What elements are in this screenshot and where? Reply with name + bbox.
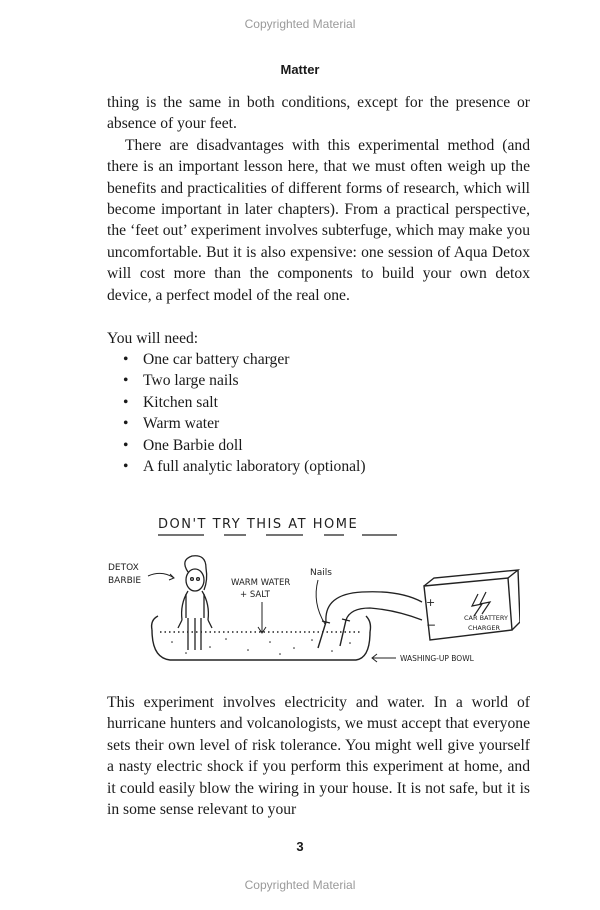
salt-dots xyxy=(171,638,351,655)
bullet-icon: • xyxy=(123,372,129,390)
copyright-watermark-top: Copyrighted Material xyxy=(244,17,356,31)
label-car-battery: CAR BATTERY xyxy=(464,614,508,622)
barbie-doll xyxy=(178,556,212,650)
bullet-icon: • xyxy=(123,351,129,368)
need-intro: You will need: xyxy=(107,330,199,347)
label-salt: + SALT xyxy=(240,590,270,600)
label-warm-water: WARM WATER xyxy=(231,578,291,588)
list-item xyxy=(123,413,366,434)
paragraph-disadvantages: There are disadvantages with this experimental method (and there is an important lesson here, that we must often weigh up the benefits and practicalities of different forms of research, which will become important in later chapters). From a practical perspective, the ‘feet out’ experiment involves subterfuge, which may make you uncomfortable. But it is also expensive: one session of Aqua Detox will cost more than the components to build your own detox device, a perfect model of the real one. xyxy=(107,136,530,304)
list-item xyxy=(123,435,366,456)
list-item-text: Kitchen salt xyxy=(143,393,218,411)
label-barbie: BARBIE xyxy=(108,576,142,586)
figure-title: DON'T TRY THIS AT HOME xyxy=(158,517,359,532)
wires xyxy=(326,592,422,622)
label-detox: DETOX xyxy=(108,563,139,573)
label-charger: CHARGER xyxy=(468,624,501,632)
list-item-text: Warm water xyxy=(143,415,220,433)
body-text-bottom xyxy=(107,692,530,820)
arrow-nails xyxy=(316,580,325,624)
washing-up-bowl xyxy=(152,616,371,660)
bullet-icon: • xyxy=(123,393,129,411)
body-text-top xyxy=(107,92,530,306)
terminal-minus: − xyxy=(426,618,437,632)
list-item-text: A full analytic laboratory (optional) xyxy=(143,458,366,476)
nails xyxy=(318,619,350,648)
list-item xyxy=(123,349,366,370)
list-item-text: One Barbie doll xyxy=(143,436,243,454)
list-item xyxy=(123,370,366,391)
bullet-icon: • xyxy=(123,458,129,476)
list-item xyxy=(123,392,366,413)
list-item xyxy=(123,456,366,477)
detox-barbie-sketch xyxy=(100,508,520,668)
paragraph-continued: thing is the same in both conditions, except for the presence or absence of your feet. xyxy=(107,94,530,133)
page-number: 3 xyxy=(296,839,304,854)
bullet-icon: • xyxy=(123,436,129,454)
copyright-watermark-bottom: Copyrighted Material xyxy=(244,878,356,892)
ingredients-list xyxy=(123,349,366,477)
running-head: Matter xyxy=(280,62,320,77)
list-item-text: One car battery charger xyxy=(143,351,290,368)
bullet-icon: • xyxy=(123,415,129,433)
label-washing-up-bowl: WASHING-UP BOWL xyxy=(400,654,474,663)
paragraph-electricity: This experiment involves electricity and water. In a world of hurricane hunters and volcanologists, we must accept that everyone sets their own level of risk tolerance. You might well give yourself a nasty electric shock if you perform this experiment at home, and it could easily blow the wiring in your house. It is not safe, but it is in some sense relevant to your xyxy=(107,694,530,819)
list-item-text: Two large nails xyxy=(143,372,239,390)
label-nails: Nails xyxy=(310,568,332,578)
terminal-plus: + xyxy=(426,596,436,609)
